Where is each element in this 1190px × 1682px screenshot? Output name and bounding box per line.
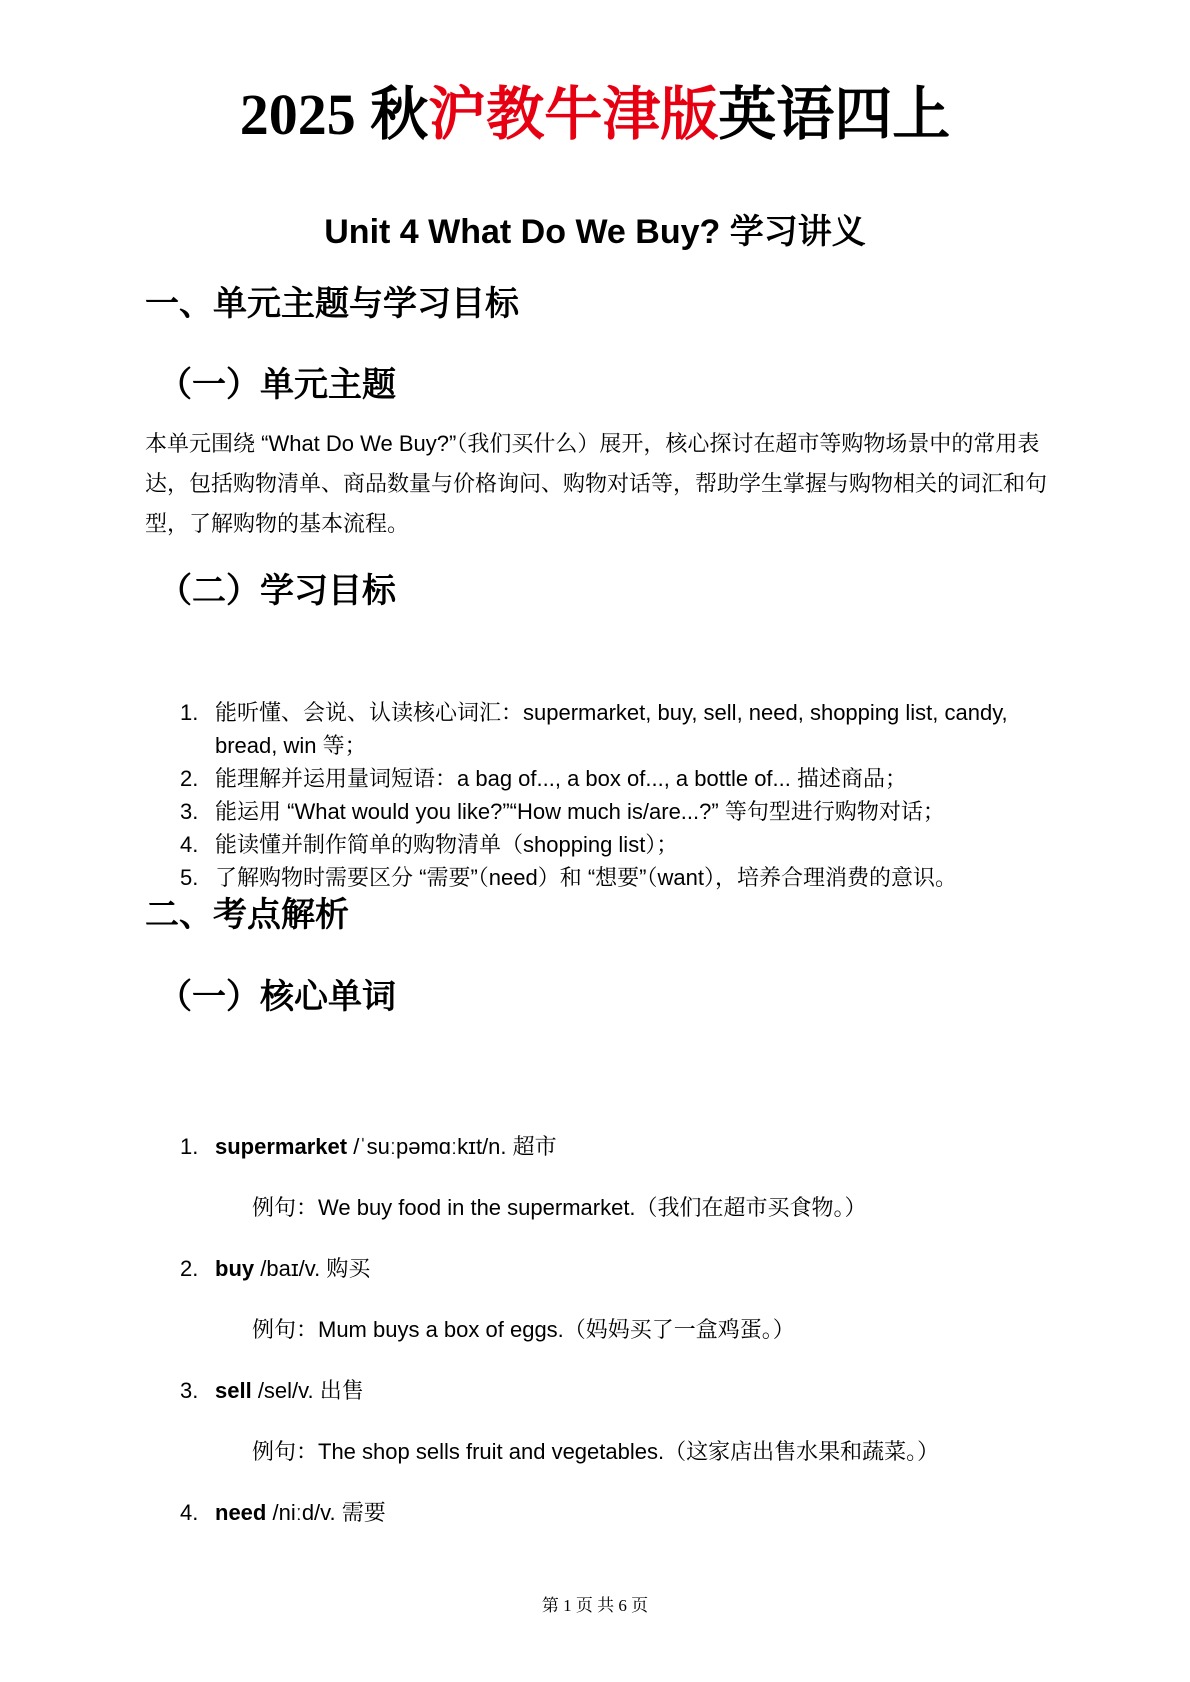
title-publisher: 沪教牛津版 xyxy=(428,82,719,147)
title-prefix: 2025 秋 xyxy=(239,82,429,147)
goal-item xyxy=(180,795,1050,828)
word-entry xyxy=(180,1253,370,1285)
goal-text: 能理解并运用量词短语：a bag of..., a box of..., a bottle of... 描述商品； xyxy=(215,766,907,791)
goal-number: 4. xyxy=(180,832,199,857)
page-footer: 第 1 页 共 6 页 xyxy=(541,1596,649,1615)
word-term: buy xyxy=(215,1256,255,1281)
goal-item xyxy=(180,861,1050,894)
goal-number: 2. xyxy=(180,766,199,791)
word-number: 3. xyxy=(180,1378,199,1403)
goal-number: 1. xyxy=(180,700,199,725)
word-number: 4. xyxy=(180,1500,199,1525)
word-example: 例句：The shop sells fruit and vegetables.（这家店出售水果和蔬菜。） xyxy=(252,1439,940,1464)
goal-number: 3. xyxy=(180,799,199,824)
word-entry xyxy=(180,1131,557,1163)
word-detail: /baɪ/v. 购买 xyxy=(254,1256,371,1281)
goal-text: 能运用 “What would you like?”“How much is/are...?” 等句型进行购物对话； xyxy=(215,799,945,824)
goal-text: 能读懂并制作简单的购物清单（shopping list）； xyxy=(215,832,679,857)
section-heading-key-points: 二、考点解析 xyxy=(145,896,349,934)
subsection-heading-learning-goals: （二）学习目标 xyxy=(158,572,396,610)
word-example: 例句：Mum buys a box of eggs.（妈妈买了一盒鸡蛋。） xyxy=(252,1317,795,1342)
goal-item xyxy=(180,828,1050,861)
word-term: need xyxy=(215,1500,267,1525)
word-entry xyxy=(180,1375,364,1407)
subsection-heading-unit-theme: （一）单元主题 xyxy=(158,366,396,404)
section-heading-unit-theme-goals: 一、单元主题与学习目标 xyxy=(145,285,519,323)
word-detail: /sel/v. 出售 xyxy=(251,1378,364,1403)
goal-number: 5. xyxy=(180,865,199,890)
word-number: 2. xyxy=(180,1256,199,1281)
word-term: sell xyxy=(215,1378,252,1403)
goal-item xyxy=(180,696,1050,762)
title-suffix: 英语四上 xyxy=(718,82,951,147)
unit-theme-paragraph: 本单元围绕 “What Do We Buy?”（我们买什么）展开，核心探讨在超市等购物场景中的常用表达，包括购物清单、商品数量与价格询问、购物对话等，帮助学生掌握与购物相关的词汇和句型，了解购物的基本流程。 xyxy=(145,431,1048,536)
main-title xyxy=(0,80,1190,150)
word-term: supermarket xyxy=(215,1134,348,1159)
word-example: 例句：We buy food in the supermarket.（我们在超市买食物。） xyxy=(252,1195,867,1220)
goal-text: 能听懂、会说、认读核心词汇：supermarket, buy, sell, need, shopping list, candy, bread, win 等； xyxy=(215,700,1008,758)
subsection-heading-core-words: （一）核心单词 xyxy=(158,978,396,1016)
word-detail: /niːd/v. 需要 xyxy=(266,1500,386,1525)
goal-item xyxy=(180,762,1050,795)
word-entry xyxy=(180,1497,386,1529)
unit-subtitle: Unit 4 What Do We Buy? 学习讲义 xyxy=(324,213,866,251)
goal-text: 了解购物时需要区分 “需要”（need）和 “想要”（want），培养合理消费的意识。 xyxy=(215,865,957,890)
learning-goals-list xyxy=(180,696,1050,894)
word-number: 1. xyxy=(180,1134,199,1159)
word-detail: /ˈsuːpəmɑːkɪt/n. 超市 xyxy=(347,1134,557,1159)
